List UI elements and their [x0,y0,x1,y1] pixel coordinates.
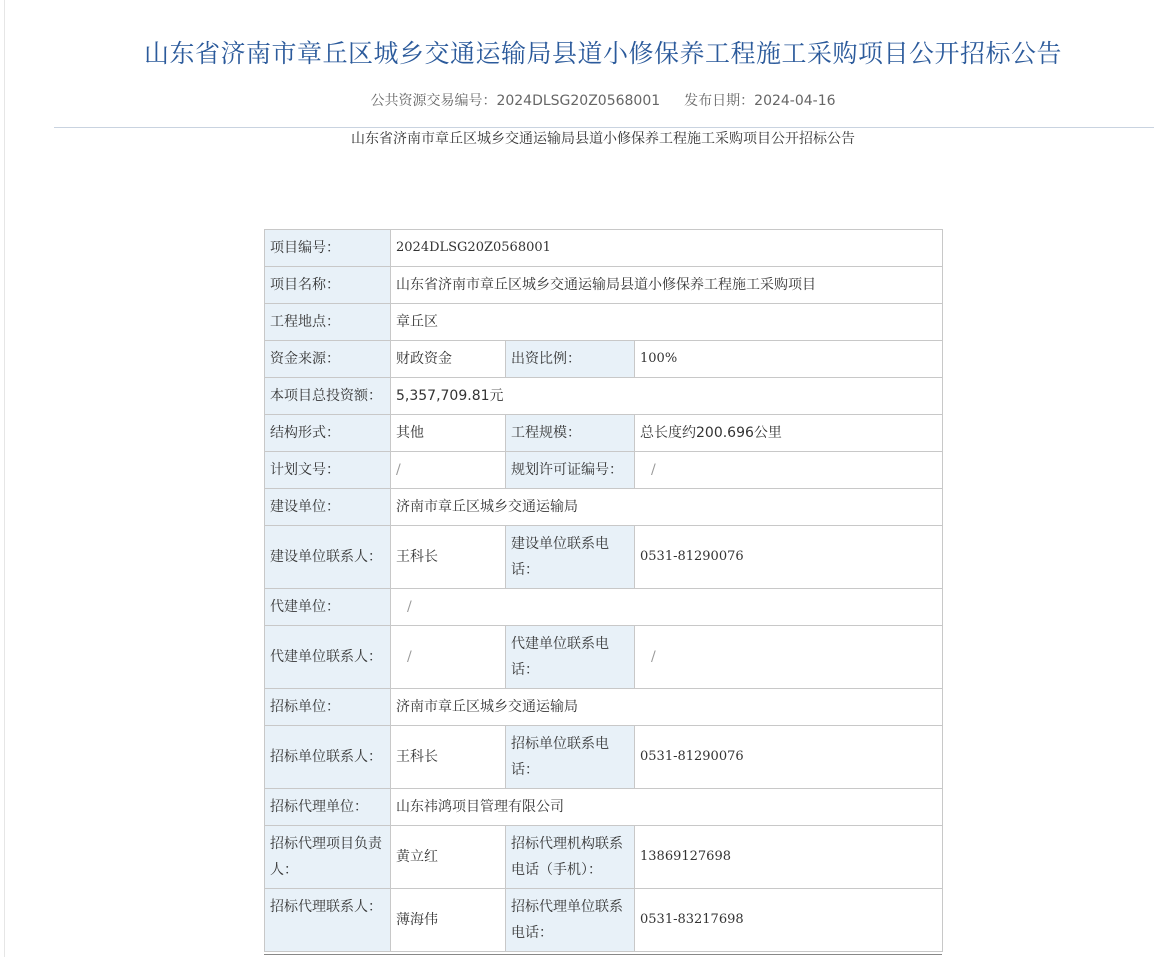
agency-label: 招标代理单位： [265,789,391,826]
builder-phone-label: 建设单位联系电话： [506,526,635,589]
agent-builder-label: 代建单位： [265,589,391,626]
fund-ratio-value: 100% [635,341,943,378]
permit-label: 规划许可证编号： [506,452,635,489]
tenderer-label: 招标单位： [265,689,391,726]
agency-phone-label: 招标代理单位联系电话： [506,889,635,952]
table-row [265,689,943,726]
tenderer-phone-label: 招标单位联系电话： [506,726,635,789]
site-value: 章丘区 [391,304,943,341]
agency-contact-label: 招标代理联系人： [265,889,391,952]
scale-label: 工程规模： [506,415,635,452]
plan-doc-value: / [391,452,506,489]
project-name-value: 山东省济南市章丘区城乡交通运输局县道小修保养工程施工采购项目 [391,267,943,304]
builder-label: 建设单位： [265,489,391,526]
table-row [265,826,943,889]
permit-value: / [635,452,943,489]
project-info-table [264,229,943,952]
agency-phone-value: 0531-83217698 [635,889,943,952]
table-row [265,267,943,304]
agent-builder-contact-label: 代建单位联系人： [265,626,391,689]
project-no-value: 2024DLSG20Z0568001 [391,230,943,267]
table-continuation-rule [264,954,942,955]
site-label: 工程地点： [265,304,391,341]
tenderer-contact-value: 王科长 [391,726,506,789]
tenderer-contact-label: 招标单位联系人： [265,726,391,789]
page-title: 山东省济南市章丘区城乡交通运输局县道小修保养工程施工采购项目公开招标公告 [143,39,1062,68]
table-row [265,889,943,952]
trade-no-label: 公共资源交易编号： [370,93,497,109]
table-row [265,415,943,452]
publish-date-label: 发布日期： [684,93,755,109]
builder-phone-value: 0531-81290076 [635,526,943,589]
tenderer-value: 济南市章丘区城乡交通运输局 [391,689,943,726]
agent-builder-phone-label: 代建单位联系电话： [506,626,635,689]
total-invest-label: 本项目总投资额： [265,378,391,415]
scale-value: 总长度约200.696公里 [635,415,943,452]
publish-date: 2024-04-16 [754,93,836,109]
tenderer-phone-value: 0531-81290076 [635,726,943,789]
agency-pm-label: 招标代理项目负责人： [265,826,391,889]
announcement-subtitle: 山东省济南市章丘区城乡交通运输局县道小修保养工程施工采购项目公开招标公告 [351,131,855,147]
table-row [265,230,943,267]
builder-value: 济南市章丘区城乡交通运输局 [391,489,943,526]
agent-builder-contact-value: / [391,626,506,689]
fund-source-value: 财政资金 [391,341,506,378]
agency-value: 山东祎鸿项目管理有限公司 [391,789,943,826]
structure-value: 其他 [391,415,506,452]
fund-ratio-label: 出资比例： [506,341,635,378]
table-row [265,304,943,341]
table-row [265,341,943,378]
table-row [265,489,943,526]
meta-line [0,90,1172,110]
agent-builder-value: / [391,589,943,626]
builder-contact-label: 建设单位联系人： [265,526,391,589]
project-no-label: 项目编号： [265,230,391,267]
builder-contact-value: 王科长 [391,526,506,589]
project-name-label: 项目名称： [265,267,391,304]
table-row [265,726,943,789]
table-row [265,589,943,626]
agent-builder-phone-value: / [635,626,943,689]
total-invest-value: 5,357,709.81元 [391,378,943,415]
structure-label: 结构形式： [265,415,391,452]
table-row [265,526,943,589]
agency-mobile-label: 招标代理机构联系电话（手机）： [506,826,635,889]
table-row [265,452,943,489]
table-row [265,626,943,689]
plan-doc-label: 计划文号： [265,452,391,489]
table-row [265,378,943,415]
agency-pm-value: 黄立红 [391,826,506,889]
fund-source-label: 资金来源： [265,341,391,378]
agency-contact-value: 薄海伟 [391,889,506,952]
agency-mobile-value: 13869127698 [635,826,943,889]
trade-no: 2024DLSG20Z0568001 [496,93,661,109]
table-row [265,789,943,826]
